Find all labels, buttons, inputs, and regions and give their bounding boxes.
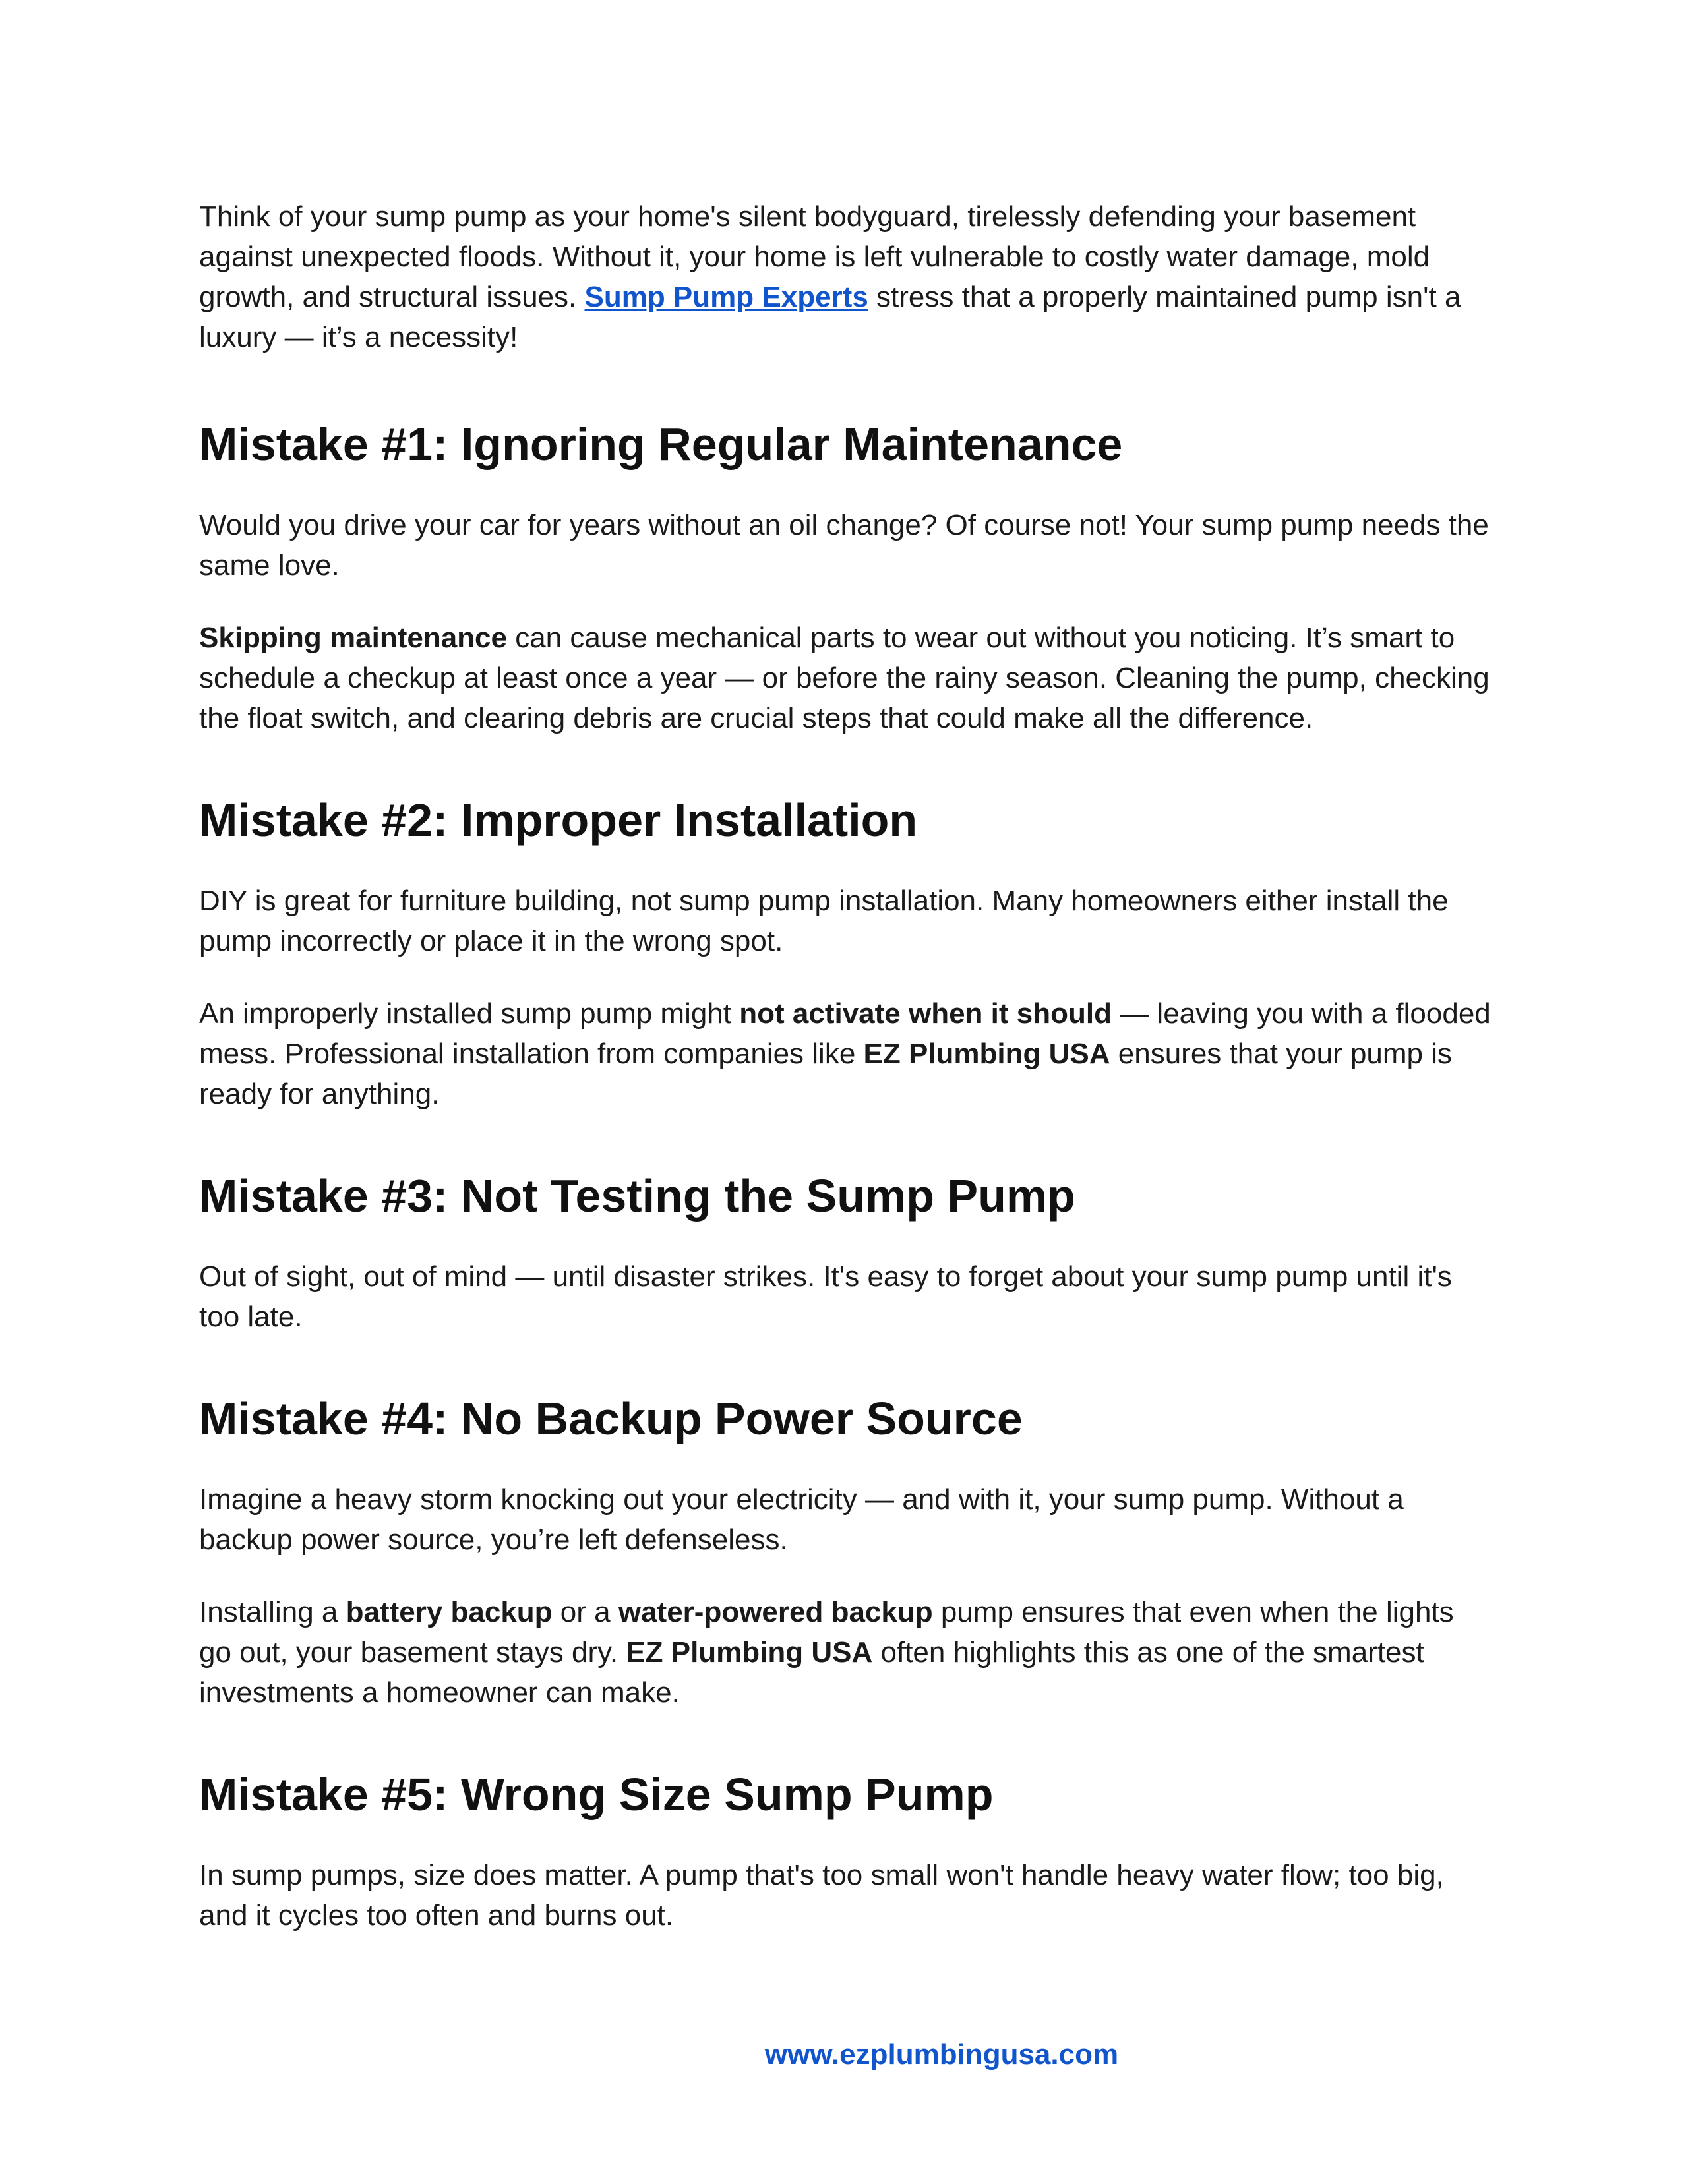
- page-footer: [0, 2036, 1688, 2073]
- battery-backup-bold: battery backup: [346, 1596, 553, 1628]
- sump-pump-experts-link[interactable]: Sump Pump Experts: [584, 281, 868, 313]
- mistake-4-text-b: or a: [552, 1596, 618, 1628]
- ez-plumbing-bold: EZ Plumbing USA: [863, 1038, 1110, 1070]
- ez-plumbing-bold-2: EZ Plumbing USA: [626, 1636, 873, 1668]
- intro-text-end: stress that a properly maintained pump isn't a luxury — it’s a necessity!: [199, 281, 1461, 353]
- mistake-2-heading: Mistake #2: Improper Installation: [199, 794, 918, 846]
- mistake-2-paragraph-1: DIY is great for furniture building, not sump pump installation. Many homeowners either install the pump incorrectly or place it in the wrong spot.: [199, 885, 1449, 957]
- document-body: [199, 196, 1492, 1968]
- mistake-4-paragraph-2: [199, 1592, 1492, 1713]
- mistake-1-paragraph-1: Would you drive your car for years without an oil change? Of course not! Your sump pump needs the same love.: [199, 509, 1489, 581]
- mistake-2-paragraph-2: [199, 993, 1492, 1114]
- mistake-1-paragraph-2-text: can cause mechanical parts to wear out without you noticing. It’s smart to schedule a checkup at least once a year — or before the rainy season. Cleaning the pump, checking the float switch, and clearing debris are crucial steps that could make all the difference.: [199, 622, 1490, 734]
- mistake-2-text-c: ensures that your pump is ready for anything.: [199, 1038, 1453, 1110]
- not-activate-bold: not activate when it should: [739, 997, 1112, 1030]
- mistake-5-paragraph-1: In sump pumps, size does matter. A pump that's too small won't handle heavy water flow; too big, and it cycles too often and burns out.: [199, 1859, 1444, 1932]
- footer-url-link[interactable]: www.ezplumbingusa.com: [764, 2038, 1119, 2071]
- mistake-4-heading: Mistake #4: No Backup Power Source: [199, 1393, 1023, 1444]
- skipping-maintenance-bold: Skipping maintenance: [199, 622, 507, 654]
- water-powered-backup-bold: water-powered backup: [618, 1596, 933, 1628]
- mistake-5-heading: Mistake #5: Wrong Size Sump Pump: [199, 1769, 994, 1820]
- mistake-4-text-a: Installing a: [199, 1596, 346, 1628]
- mistake-4-text-c: pump ensures that even when the lights go out, your basement stays dry.: [199, 1596, 1454, 1668]
- mistake-3-heading: Mistake #3: Not Testing the Sump Pump: [199, 1170, 1075, 1222]
- intro-text-start: Think of your sump pump as your home's silent bodyguard, tirelessly defending your basement against unexpected floods. Without it, your home is left vulnerable to costly water damage, mold growth, and structural issues.: [199, 200, 1430, 313]
- mistake-1-heading: Mistake #1: Ignoring Regular Maintenance: [199, 419, 1123, 470]
- mistake-4-paragraph-1: Imagine a heavy storm knocking out your electricity — and with it, your sump pump. Without a backup power source, you’re left defenseless.: [199, 1483, 1404, 1556]
- mistake-2-text-b: — leaving you with a flooded mess. Professional installation from companies like: [199, 997, 1491, 1070]
- mistake-1-paragraph-2: [199, 618, 1492, 738]
- intro-paragraph: [199, 196, 1492, 357]
- mistake-3-paragraph-1: Out of sight, out of mind — until disaster strikes. It's easy to forget about your sump pump until it's too late.: [199, 1260, 1452, 1333]
- mistake-2-text-a: An improperly installed sump pump might: [199, 997, 740, 1030]
- mistake-4-text-d: often highlights this as one of the smartest investments a homeowner can make.: [199, 1636, 1424, 1709]
